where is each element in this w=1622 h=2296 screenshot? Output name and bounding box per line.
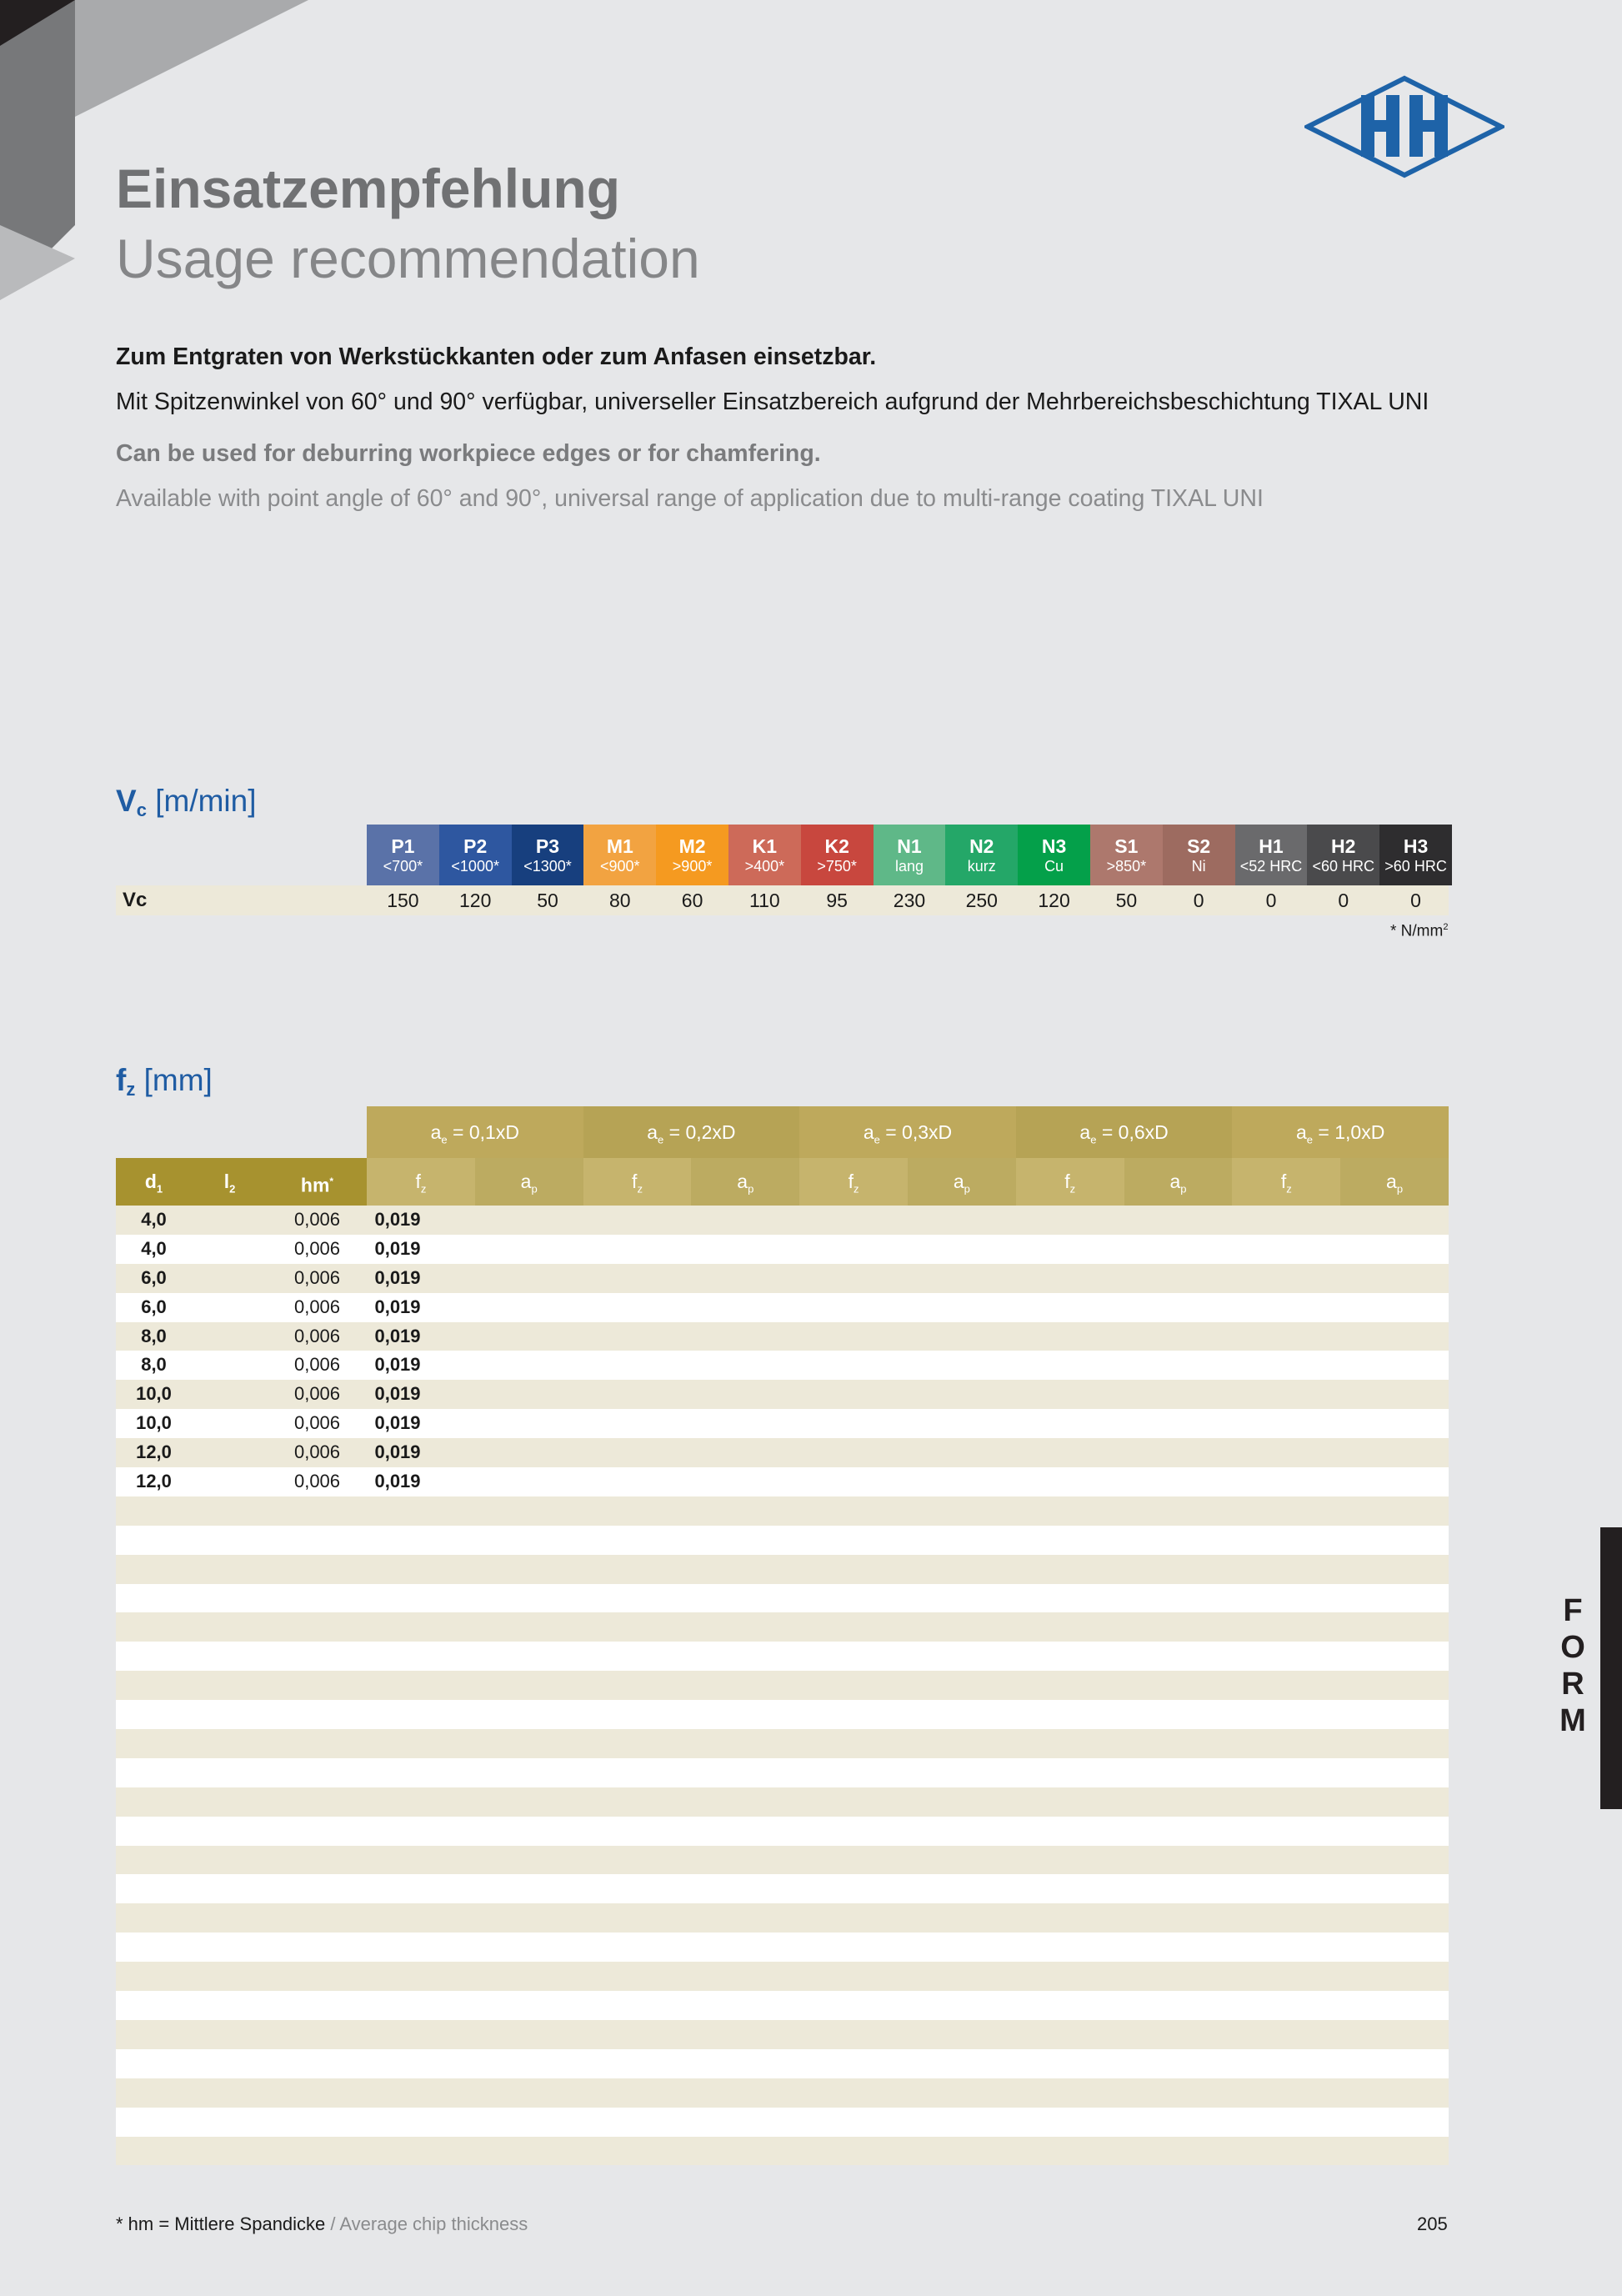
vc-value: 120 — [459, 890, 492, 911]
empty-table-row — [116, 1787, 1449, 1817]
material-code: K1 — [752, 835, 778, 857]
col-fz — [367, 1158, 475, 1206]
vc-value: 50 — [537, 890, 558, 911]
ae-subscript: e — [441, 1133, 448, 1146]
empty-table-row — [116, 1526, 1449, 1555]
vc-row-label: Vc — [123, 889, 148, 911]
vc-section-title: $V_c$ [m/min] — [116, 784, 257, 820]
cell-fz: 0,019 — [374, 1296, 421, 1317]
vc-value: 150 — [387, 890, 419, 911]
empty-table-row — [116, 1846, 1449, 1875]
material-spec: <700* — [383, 857, 423, 875]
col-ap — [1124, 1158, 1233, 1206]
cell-fz: 0,019 — [374, 1383, 421, 1405]
ae-value: = 1,0xD — [1313, 1121, 1385, 1143]
material-spec: <1000* — [451, 857, 499, 875]
empty-table-row — [116, 2137, 1449, 2166]
material-k1 — [728, 825, 801, 885]
material-code: M2 — [678, 835, 706, 857]
cell-fz: 0,019 — [374, 1209, 421, 1230]
fz-section-title: $f_z$ [mm] — [116, 1063, 213, 1100]
col-ap — [475, 1158, 583, 1206]
section-tab-letter: R — [1561, 1667, 1584, 1702]
col-fz — [583, 1158, 692, 1206]
ae-subscript: e — [874, 1133, 880, 1146]
col-ap-sub: p — [964, 1182, 970, 1196]
empty-table-row — [116, 1758, 1449, 1787]
empty-table-row — [116, 1612, 1449, 1642]
empty-table-row — [116, 2078, 1449, 2108]
col-hm — [268, 1158, 367, 1206]
material-h3 — [1379, 825, 1452, 885]
empty-table-row — [116, 1584, 1449, 1613]
col-fz-text: f — [632, 1171, 638, 1192]
material-spec: >750* — [817, 857, 857, 875]
empty-table-row — [116, 1729, 1449, 1758]
material-spec: <900* — [600, 857, 640, 875]
cell-fz: 0,019 — [374, 1441, 421, 1463]
empty-table-row — [116, 1991, 1449, 2020]
footnote: * hm = Mittlere Spandicke / Average chip thickness — [116, 2213, 528, 2234]
cell-hm: 0,006 — [293, 1354, 341, 1376]
col-ap-text: a — [1169, 1171, 1181, 1192]
col-fz-text: f — [848, 1171, 854, 1192]
vc-value: 0 — [1410, 890, 1421, 911]
col-ap — [691, 1158, 799, 1206]
col-ap-text: a — [1386, 1171, 1397, 1192]
material-h2 — [1307, 825, 1379, 885]
table-row — [116, 1322, 1449, 1351]
section-tab-letter: M — [1559, 1703, 1586, 1738]
material-p2 — [439, 825, 512, 885]
material-code: H1 — [1259, 835, 1284, 857]
material-code: P3 — [535, 835, 560, 857]
cell-d1: 6,0 — [141, 1296, 167, 1317]
cell-fz: 0,019 — [374, 1471, 421, 1492]
table-row — [116, 1206, 1449, 1235]
cell-hm: 0,006 — [293, 1412, 341, 1434]
empty-table-row — [116, 1700, 1449, 1729]
col-fz-text: f — [1064, 1171, 1070, 1192]
empty-table-row — [116, 2020, 1449, 2049]
cell-fz: 0,019 — [374, 1325, 421, 1346]
cell-hm: 0,006 — [293, 1383, 341, 1405]
cell-d1: 6,0 — [141, 1266, 167, 1288]
vc-value: 250 — [965, 890, 998, 911]
vc-values-row — [116, 885, 1449, 915]
cell-d1: 8,0 — [141, 1325, 167, 1346]
material-code: N1 — [897, 835, 922, 857]
material-p1 — [367, 825, 439, 885]
cell-l2 — [192, 1206, 268, 1235]
col-fz — [799, 1158, 908, 1206]
material-code: S1 — [1114, 835, 1139, 857]
col-ap — [1340, 1158, 1449, 1206]
col-ap-sub: p — [1396, 1182, 1404, 1196]
cell-d1: 4,0 — [141, 1209, 167, 1230]
empty-table-row — [116, 1903, 1449, 1933]
cell-hm: 0,006 — [293, 1237, 341, 1259]
cell-fz: 0,019 — [374, 1237, 421, 1259]
vc-value: 110 — [749, 890, 780, 911]
ae-subscript: e — [658, 1133, 664, 1146]
table-row — [116, 1438, 1449, 1467]
material-spec: >60 HRC — [1384, 857, 1447, 875]
cell-d1: 10,0 — [136, 1412, 172, 1434]
ae-group-header — [583, 1106, 800, 1158]
table-row — [116, 1293, 1449, 1322]
empty-table-row — [116, 1642, 1449, 1671]
table-row — [116, 1235, 1449, 1264]
ae-symbol: a — [430, 1121, 442, 1143]
material-n2 — [945, 825, 1018, 885]
col-ap-text: a — [953, 1171, 964, 1192]
material-code: P2 — [463, 835, 488, 857]
col-l2-text: l — [223, 1171, 230, 1192]
description-de-bold: Zum Entgraten von Werkstückkanten oder zum Anfasen einsetzbar. — [116, 343, 877, 370]
empty-table-row — [116, 1817, 1449, 1846]
material-k2 — [801, 825, 874, 885]
section-tab-label — [1552, 1592, 1594, 1739]
vc-value: 120 — [1038, 890, 1070, 911]
description-en: Available with point angle of 60° and 90°, universal range of application due to multi-range coating TIXAL UNI — [116, 485, 1264, 512]
ae-subscript: e — [1090, 1133, 1097, 1146]
material-p3 — [512, 825, 584, 885]
col-ap-sub: p — [531, 1182, 538, 1196]
col-fz-sub: z — [420, 1182, 427, 1196]
material-code: P1 — [391, 835, 415, 857]
cell-l2 — [192, 1467, 268, 1496]
material-spec: Cu — [1044, 857, 1064, 875]
material-n3 — [1018, 825, 1090, 885]
material-spec: kurz — [967, 857, 996, 875]
cell-hm: 0,006 — [293, 1441, 341, 1463]
material-spec: >900* — [672, 857, 713, 875]
section-tab — [1600, 1527, 1622, 1809]
cell-l2 — [192, 1322, 268, 1351]
col-l2-sub: 2 — [229, 1182, 236, 1196]
fz-table-body — [116, 1206, 1449, 2165]
material-groups-header — [367, 825, 1452, 885]
material-code: N3 — [1041, 835, 1067, 857]
col-fz-sub: z — [1286, 1182, 1292, 1196]
ae-value: = 0,6xD — [1096, 1121, 1169, 1143]
cell-l2 — [192, 1235, 268, 1264]
col-fz-text: f — [415, 1171, 421, 1192]
ae-symbol: a — [647, 1121, 658, 1143]
page-number: 205 — [1417, 2213, 1448, 2234]
cell-fz: 0,019 — [374, 1266, 421, 1288]
material-spec: <1300* — [523, 857, 572, 875]
ae-group-header — [367, 1106, 583, 1158]
col-ap-text: a — [737, 1171, 748, 1192]
col-fz-text: f — [1280, 1171, 1287, 1192]
material-h1 — [1235, 825, 1308, 885]
ae-group-header — [1016, 1106, 1233, 1158]
col-hm-text: hm — [300, 1174, 330, 1196]
table-row — [116, 1380, 1449, 1409]
material-m1 — [583, 825, 656, 885]
empty-table-row — [116, 1874, 1449, 1903]
cell-l2 — [192, 1293, 268, 1322]
empty-table-row — [116, 1496, 1449, 1526]
col-l2 — [192, 1158, 268, 1206]
cell-d1: 8,0 — [141, 1354, 167, 1376]
vc-value: 0 — [1265, 890, 1277, 911]
material-code: K2 — [824, 835, 849, 857]
material-code: H2 — [1331, 835, 1356, 857]
cell-hm: 0,006 — [293, 1266, 341, 1288]
page-title-de: Einsatzempfehlung — [116, 158, 621, 219]
ae-symbol: a — [1296, 1121, 1307, 1143]
material-spec: <60 HRC — [1312, 857, 1375, 875]
fz-column-header-row — [116, 1158, 1449, 1206]
material-spec: >850* — [1106, 857, 1147, 875]
col-d1-sub: 1 — [156, 1182, 163, 1196]
material-code: H3 — [1403, 835, 1429, 857]
table-row — [116, 1409, 1449, 1438]
material-spec: <52 HRC — [1239, 857, 1303, 875]
empty-table-row — [116, 1555, 1449, 1584]
page-title-en: Usage recommendation — [116, 228, 700, 289]
table-row — [116, 1351, 1449, 1380]
empty-table-row — [116, 1933, 1449, 1962]
cell-d1: 12,0 — [136, 1441, 172, 1463]
hh-logo — [1304, 75, 1504, 178]
cell-hm: 0,006 — [293, 1296, 341, 1317]
cell-l2 — [192, 1380, 268, 1409]
material-spec: Ni — [1191, 857, 1206, 875]
col-hm-sup: * — [329, 1176, 334, 1187]
cell-hm: 0,006 — [293, 1325, 341, 1346]
material-m2 — [656, 825, 728, 885]
material-s1 — [1090, 825, 1163, 885]
col-d1 — [116, 1158, 192, 1206]
col-d1-text: d — [144, 1171, 157, 1192]
cell-l2 — [192, 1351, 268, 1380]
material-s2 — [1163, 825, 1235, 885]
ae-subscript: e — [1306, 1133, 1314, 1146]
description-en-bold: Can be used for deburring workpiece edges or for chamfering. — [116, 440, 821, 467]
cell-hm: 0,006 — [293, 1209, 341, 1230]
col-ap-sub: p — [748, 1182, 754, 1196]
cell-hm: 0,006 — [293, 1471, 341, 1492]
ae-group-header — [799, 1106, 1016, 1158]
ae-header-row — [367, 1106, 1449, 1158]
empty-table-row — [116, 1962, 1449, 1991]
section-tab-letter: O — [1560, 1630, 1585, 1665]
empty-table-row — [116, 2049, 1449, 2078]
cell-d1: 4,0 — [141, 1237, 167, 1259]
cell-d1: 12,0 — [136, 1471, 172, 1492]
col-ap-text: a — [520, 1171, 532, 1192]
col-fz-sub: z — [854, 1182, 859, 1196]
cell-d1: 10,0 — [136, 1383, 172, 1405]
unit-note: * $N/mm^2$ — [1390, 922, 1449, 940]
material-spec: lang — [894, 857, 924, 875]
col-fz — [1016, 1158, 1124, 1206]
material-code: S2 — [1187, 835, 1211, 857]
col-ap-sub: p — [1180, 1182, 1187, 1196]
empty-table-row — [116, 2108, 1449, 2137]
ae-value: = 0,2xD — [663, 1121, 736, 1143]
cell-l2 — [192, 1409, 268, 1438]
ae-value: = 0,3xD — [879, 1121, 953, 1143]
material-spec: >400* — [744, 857, 785, 875]
cell-fz: 0,019 — [374, 1412, 421, 1434]
empty-table-row — [116, 1671, 1449, 1700]
table-row — [116, 1264, 1449, 1293]
vc-value: 0 — [1338, 890, 1349, 911]
vc-value: 95 — [826, 890, 848, 911]
material-n1 — [874, 825, 946, 885]
vc-value: 60 — [681, 890, 703, 911]
table-row — [116, 1467, 1449, 1496]
ae-symbol: a — [1079, 1121, 1091, 1143]
col-fz-sub: z — [1069, 1182, 1076, 1196]
vc-value: 0 — [1193, 890, 1204, 911]
ae-value: = 0,1xD — [447, 1121, 519, 1143]
col-fz — [1232, 1158, 1340, 1206]
section-tab-letter: F — [1563, 1593, 1583, 1628]
vc-value: 230 — [893, 890, 926, 911]
ae-group-header — [1232, 1106, 1449, 1158]
vc-value: 80 — [608, 890, 631, 911]
cell-l2 — [192, 1264, 268, 1293]
cell-l2 — [192, 1438, 268, 1467]
col-ap — [908, 1158, 1016, 1206]
ae-symbol: a — [863, 1121, 874, 1143]
cell-fz: 0,019 — [374, 1354, 421, 1376]
material-code: N2 — [969, 835, 994, 857]
vc-value: 50 — [1115, 890, 1138, 911]
description-de: Mit Spitzenwinkel von 60° und 90° verfügbar, universeller Einsatzbereich aufgrund der Mehrbereichsbeschichtung TIXAL UNI — [116, 389, 1429, 415]
material-code: M1 — [606, 835, 633, 857]
col-fz-sub: z — [637, 1182, 643, 1196]
